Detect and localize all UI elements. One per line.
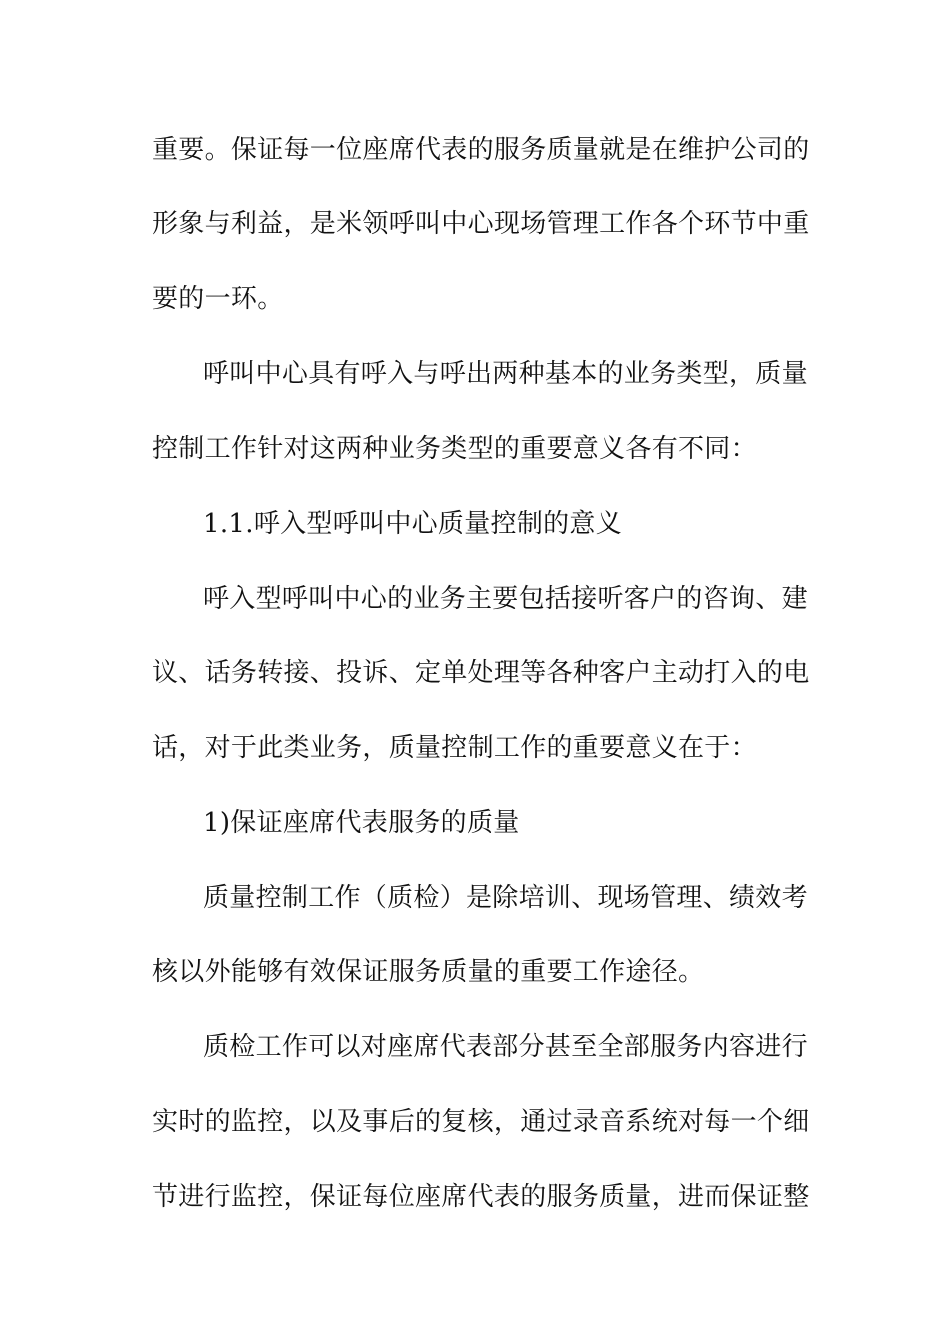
paragraph-line: 核以外能够有效保证服务质量的重要工作途径。 bbox=[152, 957, 705, 987]
subsection-heading: 1)保证座席代表服务的质量 bbox=[203, 808, 520, 838]
paragraph-line: 话，对于此类业务，质量控制工作的重要意义在于： bbox=[152, 733, 757, 763]
paragraph-line: 重要。保证每一位座席代表的服务质量就是在维护公司的 bbox=[152, 135, 810, 165]
paragraph-line: 形象与利益，是米领呼叫中心现场管理工作各个环节中重 bbox=[152, 209, 810, 239]
paragraph-line: 质检工作可以对座席代表部分甚至全部服务内容进行 bbox=[203, 1032, 808, 1062]
paragraph-line: 实时的监控，以及事后的复核，通过录音系统对每一个细 bbox=[152, 1107, 810, 1137]
paragraph-line: 呼叫中心具有呼入与呼出两种基本的业务类型，质量 bbox=[203, 359, 808, 389]
paragraph-line: 质量控制工作（质检）是除培训、现场管理、绩效考 bbox=[203, 883, 808, 913]
paragraph-line: 呼入型呼叫中心的业务主要包括接听客户的咨询、建 bbox=[203, 584, 808, 614]
paragraph-line: 要的一环。 bbox=[152, 284, 284, 314]
paragraph-line: 议、话务转接、投诉、定单处理等各种客户主动打入的电 bbox=[152, 658, 810, 688]
section-heading: 1.1.呼入型呼叫中心质量控制的意义 bbox=[203, 509, 623, 539]
paragraph-line: 节进行监控，保证每位座席代表的服务质量，进而保证整 bbox=[152, 1182, 810, 1212]
paragraph-line: 控制工作针对这两种业务类型的重要意义各有不同： bbox=[152, 434, 757, 464]
